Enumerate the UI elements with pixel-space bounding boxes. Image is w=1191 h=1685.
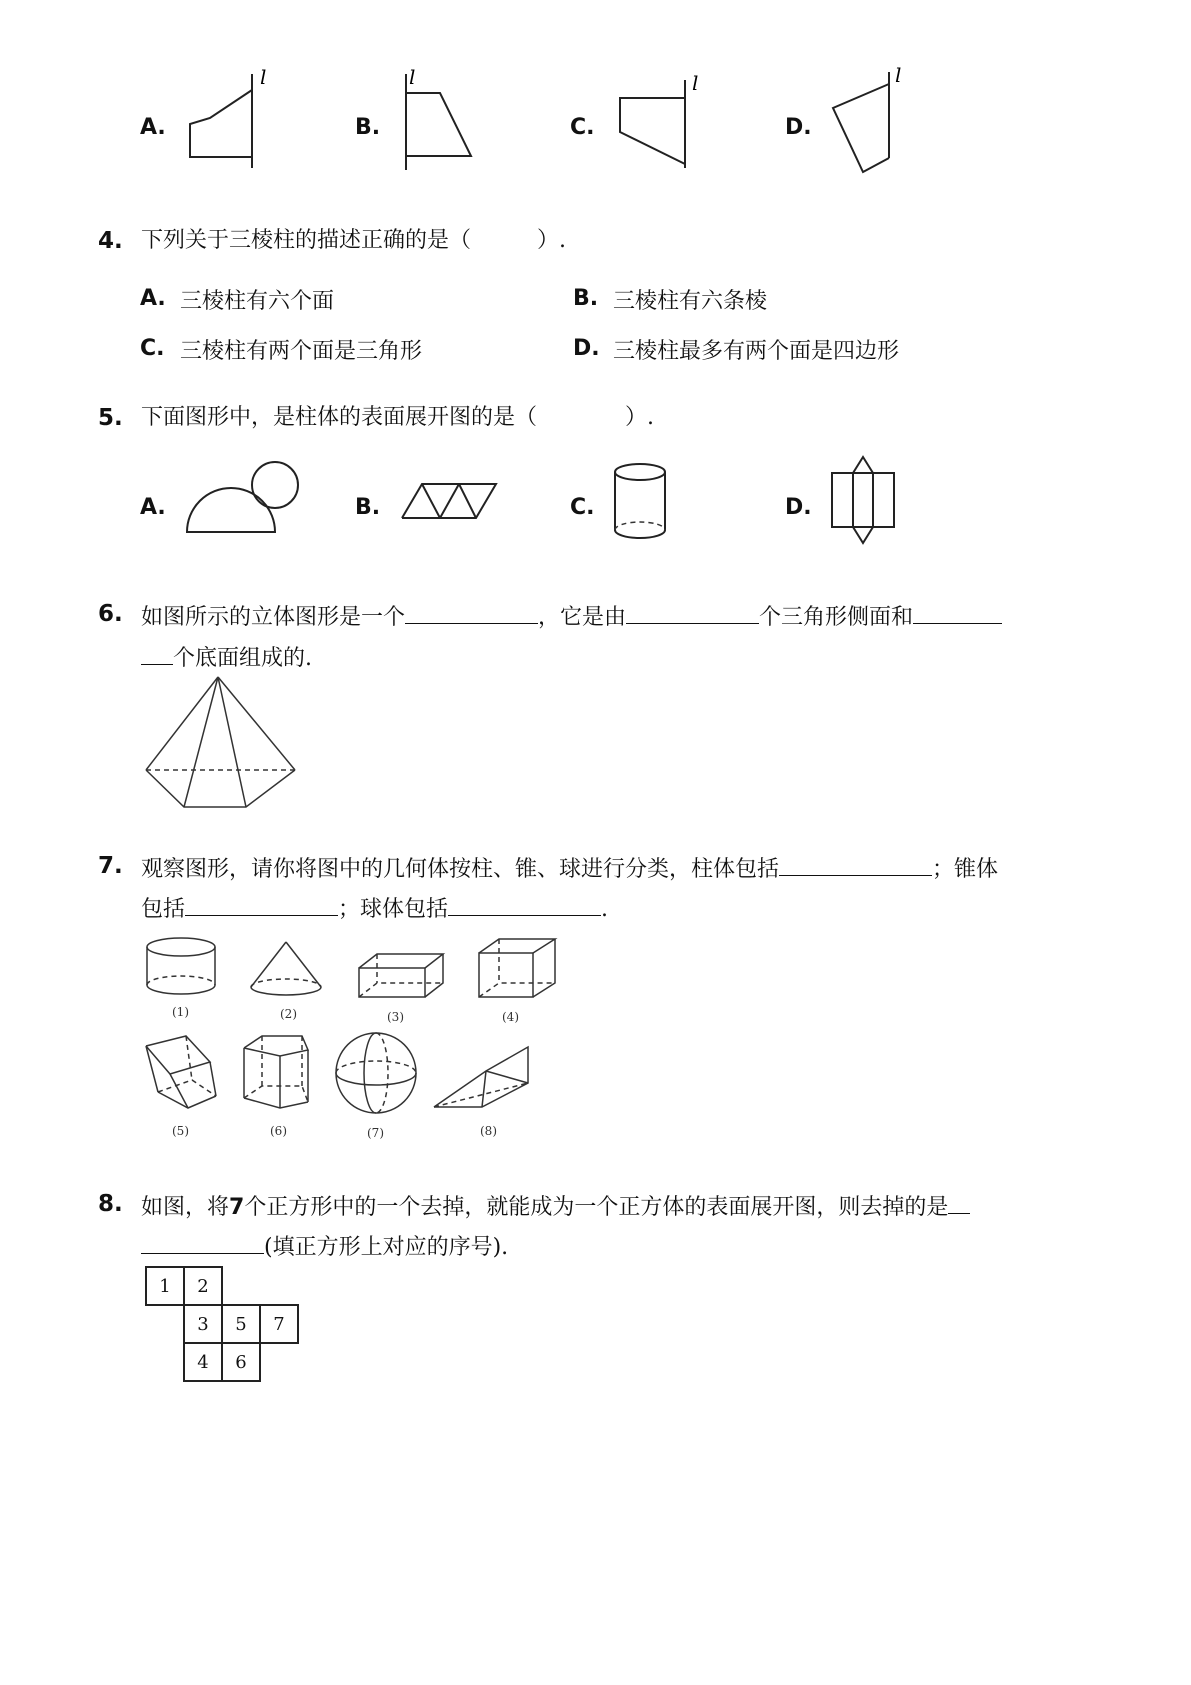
q4-number: 4. [98, 228, 123, 254]
q7-text-4: ；球体包括 [338, 897, 449, 922]
q8-number: 8. [98, 1191, 123, 1217]
q7-caption-4: (4) [502, 1010, 519, 1024]
q7-number: 7. [98, 853, 123, 879]
q7-solid-8-triangular-prism [430, 1045, 540, 1115]
q5-figure-a-semicircle-circle [180, 455, 310, 545]
q4-option-c-label[interactable]: C. [140, 336, 165, 361]
q8-square-4[interactable]: 4 [183, 1342, 223, 1382]
q8-square-1[interactable]: 1 [145, 1266, 185, 1306]
q7-caption-6: (6) [270, 1124, 287, 1138]
q7-caption-1: (1) [172, 1005, 189, 1019]
q7-line-2 [141, 891, 608, 925]
q7-blank-sphere[interactable] [448, 891, 601, 916]
q7-solid-6-pentagonal-prism [240, 1032, 320, 1112]
q7-blank-prism[interactable] [779, 851, 932, 876]
q7-solid-5-slanted-prism [140, 1032, 225, 1112]
q3-figure-d [825, 60, 925, 180]
q7-solid-7-sphere [332, 1030, 422, 1115]
q4-stem: 下列关于三棱柱的描述正确的是（ ）. [141, 228, 566, 253]
q3-figure-c [610, 60, 710, 180]
q5-option-d-label[interactable]: D. [785, 495, 812, 520]
q8-blank-continued[interactable] [141, 1229, 264, 1254]
q4-option-c-text[interactable]: 三棱柱有两个面是三角形 [180, 339, 423, 364]
q3-axis-label-c: l [692, 71, 699, 95]
q8-square-5[interactable]: 5 [221, 1304, 261, 1344]
q5-figure-c-cylinder [610, 460, 675, 545]
q3-axis-label-a: l [260, 65, 267, 89]
q5-figure-b-triangles [398, 480, 503, 525]
q7-caption-7: (7) [367, 1126, 384, 1140]
q3-option-a-label[interactable]: A. [140, 115, 166, 140]
q6-line-2 [141, 640, 312, 674]
q4-option-b-text[interactable]: 三棱柱有六条棱 [613, 289, 768, 314]
q6-blank-2[interactable] [626, 599, 759, 624]
q6-number: 6. [98, 601, 123, 627]
q8-square-3[interactable]: 3 [183, 1304, 223, 1344]
q8-blank[interactable] [948, 1189, 970, 1214]
q6-blank-3-continued[interactable] [141, 640, 173, 665]
q3-option-c-label[interactable]: C. [570, 115, 595, 140]
q8-line-1 [141, 1189, 970, 1223]
q8-bold-number: 7 [229, 1195, 245, 1220]
q7-solid-4-cube [475, 935, 565, 1005]
q5-option-c-label[interactable]: C. [570, 495, 595, 520]
q5-option-a-label[interactable]: A. [140, 495, 166, 520]
q7-caption-8: (8) [480, 1124, 497, 1138]
q8-line-2 [141, 1229, 508, 1263]
q3-axis-label-b: l [409, 65, 416, 89]
q6-blank-1[interactable] [405, 599, 538, 624]
q8-square-7[interactable]: 7 [259, 1304, 299, 1344]
q5-number: 5. [98, 405, 123, 431]
q8-text-1: 如图，将 [141, 1195, 230, 1220]
q7-solid-1-cylinder [145, 935, 225, 1005]
q3-option-d-label[interactable]: D. [785, 115, 812, 140]
q7-caption-5: (5) [172, 1124, 189, 1138]
q6-text-1: 如图所示的立体图形是一个 [141, 605, 406, 630]
q3-figure-a [180, 60, 280, 180]
q4-option-a-text[interactable]: 三棱柱有六个面 [180, 289, 335, 314]
q7-text-1: 观察图形，请你将图中的几何体按柱、锥、球进行分类，柱体包括 [141, 857, 780, 882]
q7-blank-cone[interactable] [185, 891, 338, 916]
q7-text-2: ；锥体 [932, 857, 999, 882]
q3-option-b-label[interactable]: B. [355, 115, 381, 140]
q7-caption-3: (3) [387, 1010, 404, 1024]
q7-solid-3-cuboid [355, 948, 450, 1003]
q5-figure-d-prism-net [826, 455, 901, 550]
q3-axis-label-d: l [895, 63, 902, 87]
q7-text-5: . [601, 897, 609, 922]
q7-solid-2-cone [247, 938, 327, 1003]
q6-text-4: 个底面组成的. [173, 646, 312, 671]
q6-text-3: 个三角形侧面和 [759, 605, 914, 630]
q6-text-2: ，它是由 [538, 605, 627, 630]
q4-option-d-label[interactable]: D. [573, 336, 600, 361]
q8-text-3: (填正方形上对应的序号). [264, 1235, 509, 1260]
q8-square-2[interactable]: 2 [183, 1266, 223, 1306]
q5-option-b-label[interactable]: B. [355, 495, 381, 520]
q6-figure-pentagonal-pyramid [140, 672, 300, 817]
q7-text-3: 包括 [141, 897, 186, 922]
q6-blank-3[interactable] [913, 599, 1002, 624]
q7-caption-2: (2) [280, 1007, 297, 1021]
q8-square-6[interactable]: 6 [221, 1342, 261, 1382]
q4-option-a-label[interactable]: A. [140, 286, 166, 311]
q3-figure-b [395, 60, 495, 180]
q6-line-1 [141, 599, 1002, 633]
q8-text-2: 个正方形中的一个去掉，就能成为一个正方体的表面展开图，则去掉的是 [244, 1195, 949, 1220]
q4-option-d-text[interactable]: 三棱柱最多有两个面是四边形 [613, 339, 900, 364]
q5-stem: 下面图形中，是柱体的表面展开图的是（ ）. [141, 405, 654, 430]
q4-option-b-label[interactable]: B. [573, 286, 599, 311]
q7-line-1 [141, 851, 998, 885]
